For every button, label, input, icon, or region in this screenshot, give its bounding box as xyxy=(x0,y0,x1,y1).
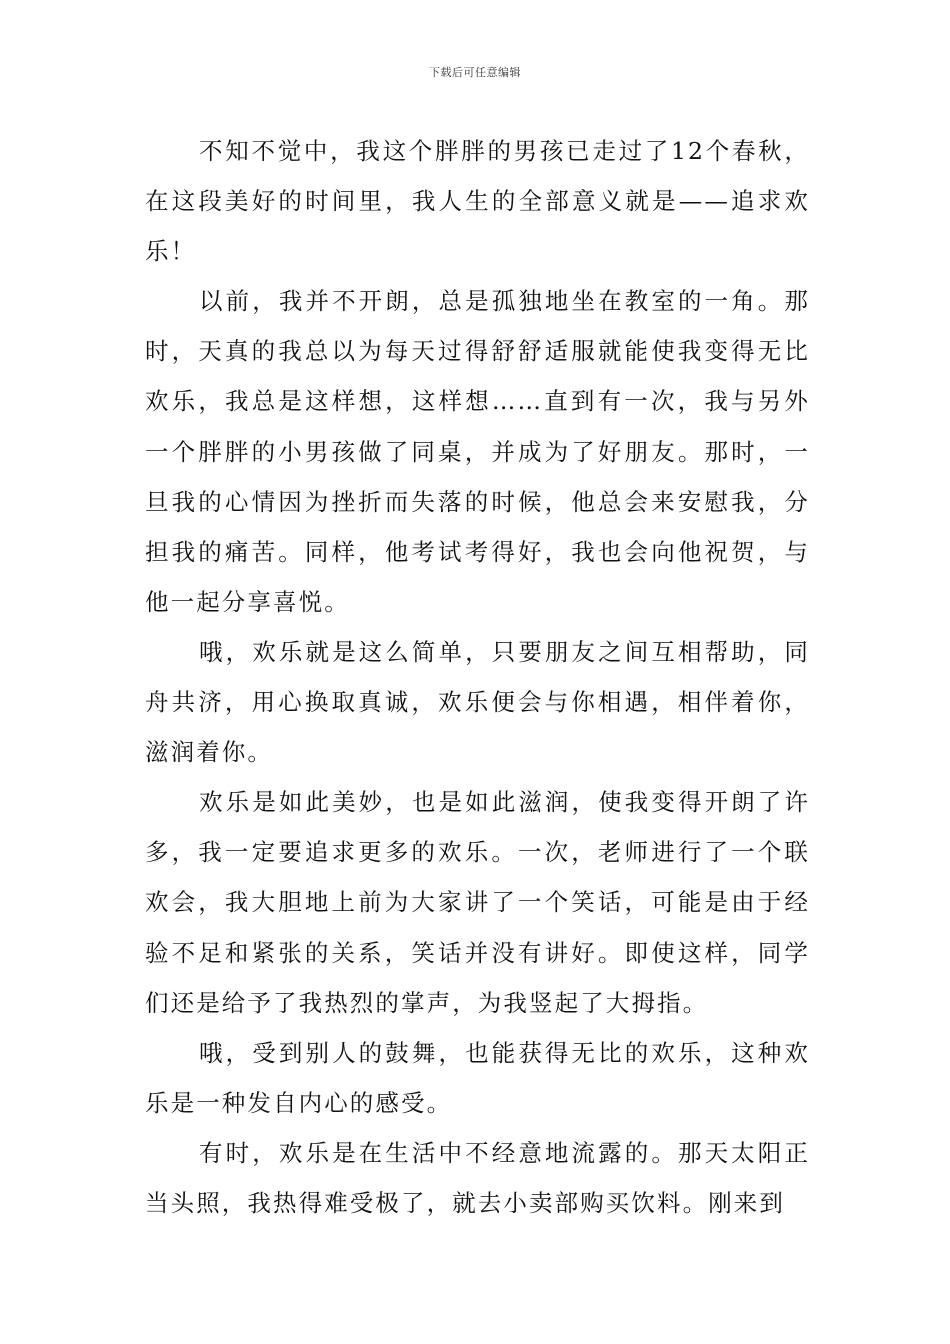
document-body xyxy=(145,126,810,1228)
paragraph-2: 以前，我并不开朗，总是孤独地坐在教室的一角。那时，天真的我总以为每天过得舒舒适服就能使我变得无比欢乐，我总是这样想，这样想……直到有一次，我与另外一个胖胖的小男孩做了同桌，并成为了好朋友。那时，一旦我的心情因为挫折而失落的时候，他总会来安慰我，分担我的痛苦。同样，他考试考得好，我也会向他祝贺，与他一起分享喜悦。 xyxy=(145,287,810,616)
paragraph-4: 欢乐是如此美妙，也是如此滋润，使我变得开朗了许多，我一定要追求更多的欢乐。一次，老师进行了一个联欢会，我大胆地上前为大家讲了一个笑话，可能是由于经验不足和紧张的关系，笑话并没有讲好。即使这样，同学们还是给予了我热烈的掌声，为我竖起了大拇指。 xyxy=(145,788,810,1017)
paragraph-6: 有时，欢乐是在生活中不经意地流露的。那天太阳正当头照，我热得难受极了，就去小卖部购买饮料。刚来到 xyxy=(145,1138,810,1217)
page-header-note: 下载后可任意编辑 xyxy=(429,66,521,79)
paragraph-1: 不知不觉中，我这个胖胖的男孩已走过了12个春秋，在这段美好的时间里，我人生的全部意义就是——追求欢乐！ xyxy=(145,137,810,266)
paragraph-5: 哦，受到别人的鼓舞，也能获得无比的欢乐，这种欢乐是一种发自内心的感受。 xyxy=(145,1038,810,1117)
paragraph-3: 哦，欢乐就是这么简单，只要朋友之间互相帮助，同舟共济，用心换取真诚，欢乐便会与你相遇，相伴着你，滋润着你。 xyxy=(145,637,810,767)
